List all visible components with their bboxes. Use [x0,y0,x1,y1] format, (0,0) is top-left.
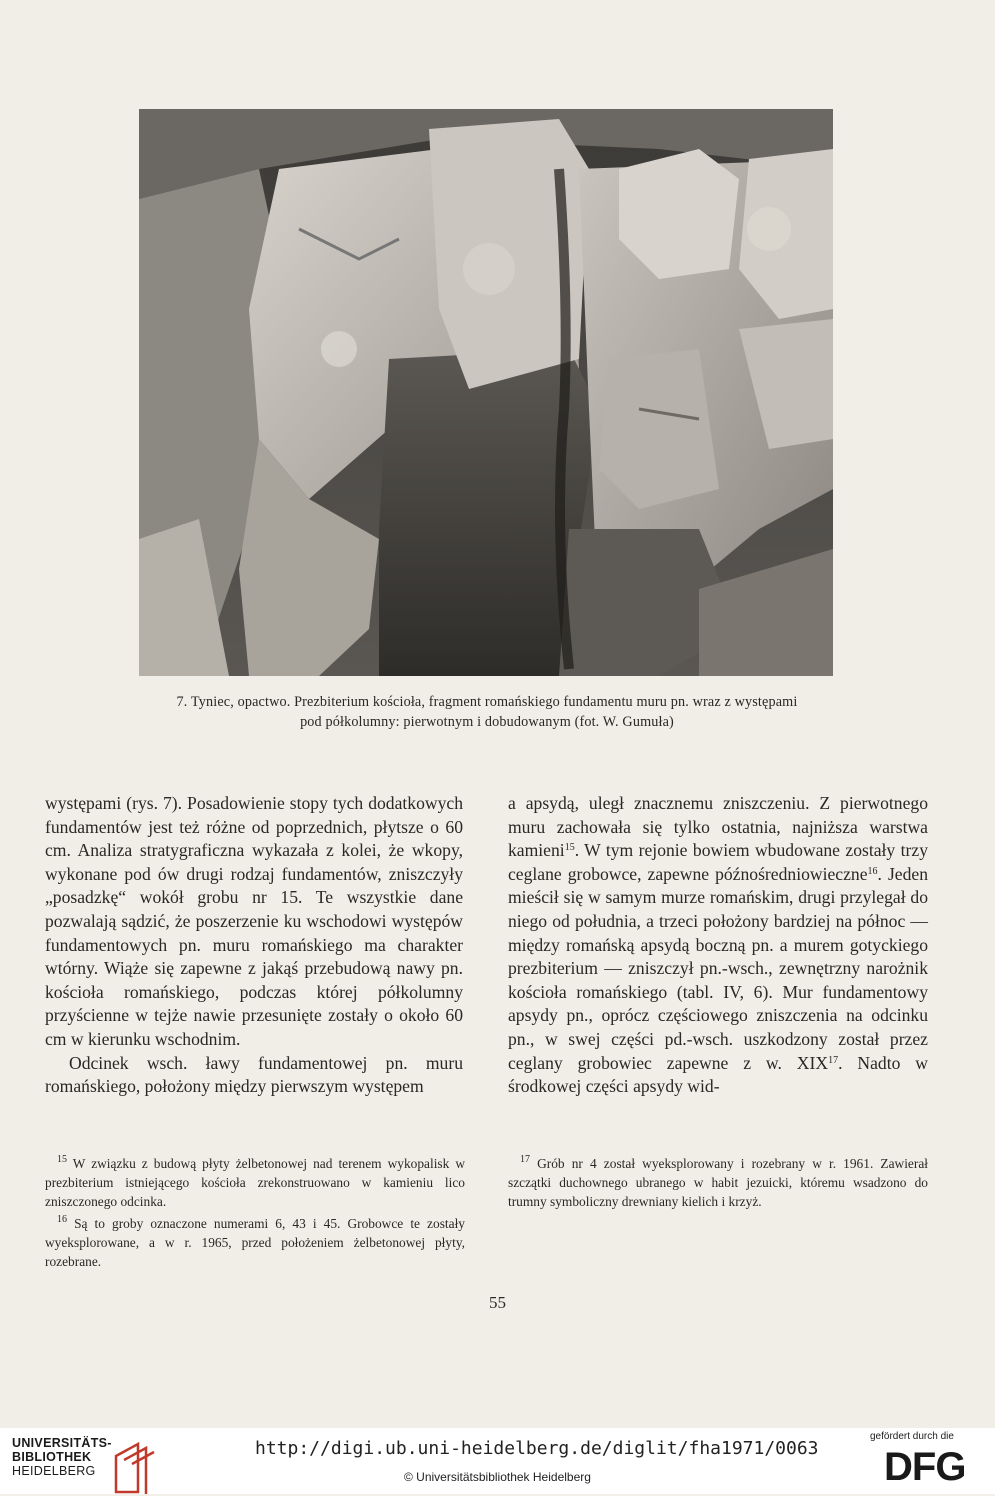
right-paragraph [508,792,928,1099]
left-text-column [45,792,463,1099]
footnote-16-number: 16 [57,1214,67,1225]
dfg-logo[interactable]: DFG [884,1445,966,1489]
university-library-logo[interactable] [12,1436,112,1478]
caption-line-1: 7. Tyniec, opactwo. Prezbiterium kościoła, fragment romańskiego fundamentu muru pn. wraz z występami [176,694,798,710]
digitization-footer [0,1428,995,1494]
right-text-column [508,792,928,1099]
photo-illustration [139,109,833,676]
footnote-16 [45,1214,465,1271]
footnote-17 [508,1154,928,1211]
footnote-ref-17: 17 [828,1054,839,1066]
footnote-15 [45,1154,465,1211]
copyright-notice: © Universitätsbibliothek Heidelberg [404,1470,591,1484]
right-text-part-4: . Nadto w środkowej części apsydy wid- [508,1052,928,1097]
library-name-line-1: UNIVERSITÄTS- [12,1436,112,1450]
footnote-17-number: 17 [520,1154,530,1165]
footnotes-left [45,1154,465,1274]
figure-caption [110,692,864,732]
library-emblem-icon [112,1440,156,1496]
left-paragraph-2: Odcinek wsch. ławy fundamentowej pn. muru romańskiego, położony między pierwszym występem [45,1052,463,1097]
right-text-part-3: . Jeden mieścił się w samym murze romańskim, drugi przylegał do niego od południa, a trzeci położony bardziej na północ — między romańską apsydą boczną pn. a murem gotyckiego prezbiterium — zniszczył pn.-wsch., zewnętrzny narożnik kościoła romańskiego (tabl. IV, 6). Mur fundamentowy apsydy pn., oprócz częściowego zniszczenia na odcinku pn., w swej części pd.-wsch. uszkodzony został przez ceglany grobowiec zapewne z w. XIX [508,863,928,1073]
footnote-15-number: 15 [57,1154,67,1165]
permalink-url[interactable]: http://digi.ub.uni-heidelberg.de/diglit/fha1971/0063 [255,1438,819,1459]
footnote-16-text: Są to groby oznaczone numerami 6, 43 i 45. Grobowce te zostały wyeksplorowane, a w r. 1965, przed położeniem żelbetonowej płyty, rozebrane. [45,1216,465,1269]
library-name-line-2: BIBLIOTHEK [12,1450,92,1464]
dfg-funding-note: gefördert durch die [870,1431,954,1442]
excavation-photograph [139,109,833,676]
library-name-line-3: HEIDELBERG [12,1464,96,1478]
footnote-17-text: Grób nr 4 został wyeksplorowany i rozebrany w r. 1961. Zawierał szczątki duchownego ubranego w habit jezuicki, któremu wsadzono do trumny symboliczny drewniany kielich i krzyż. [508,1156,928,1209]
left-paragraph-1: występami (rys. 7). Posadowienie stopy tych dodatkowych fundamentów jest też różne od poprzednich, płytsze o 60 cm. Analiza stratygraficzna wykazała z kolei, że wkopy, wykonane pod ów drugi rodzaj fundamentów, zniszczyły „posadzkę“ wokół grobu nr 15. Te wszystkie dane pozwalają sądzić, że poszerzenie ku wschodowi występów fundamentowych pn. muru romańskiego ma charakter wtórny. Wiąże się zapewne z jakąś przebudową nawy pn. kościoła romańskiego, podczas której półkolumny przyścienne w tejże nawie przesunięte zostały o około 60 cm w kierunku wschodnim. [45,793,463,1049]
right-text-part-2: . W tym rejonie bowiem wbudowane zostały trzy ceglane grobowce, zapewne późnośredniowieczne [508,840,928,884]
page-number: 55 [489,1293,506,1312]
footnote-ref-16: 16 [867,865,878,877]
footnote-15-text: W związku z budową płyty żelbetonowej nad terenem wykopalisk w prezbiterium istniejącego kościoła zrekonstruowano w kamieniu lico zniszczonego odcinka. [45,1156,465,1209]
right-text-part-1: a apsydą, uległ znacznemu zniszczeniu. Z pierwotnego muru zachowała się tylko ostatnia, najniższa warstwa kamieni [508,793,928,861]
caption-line-2: pod półkolumny: pierwotnym i dobudowanym (fot. W. Gumuła) [300,714,674,730]
footnotes-right [508,1154,928,1214]
footnote-ref-15: 15 [564,842,575,854]
